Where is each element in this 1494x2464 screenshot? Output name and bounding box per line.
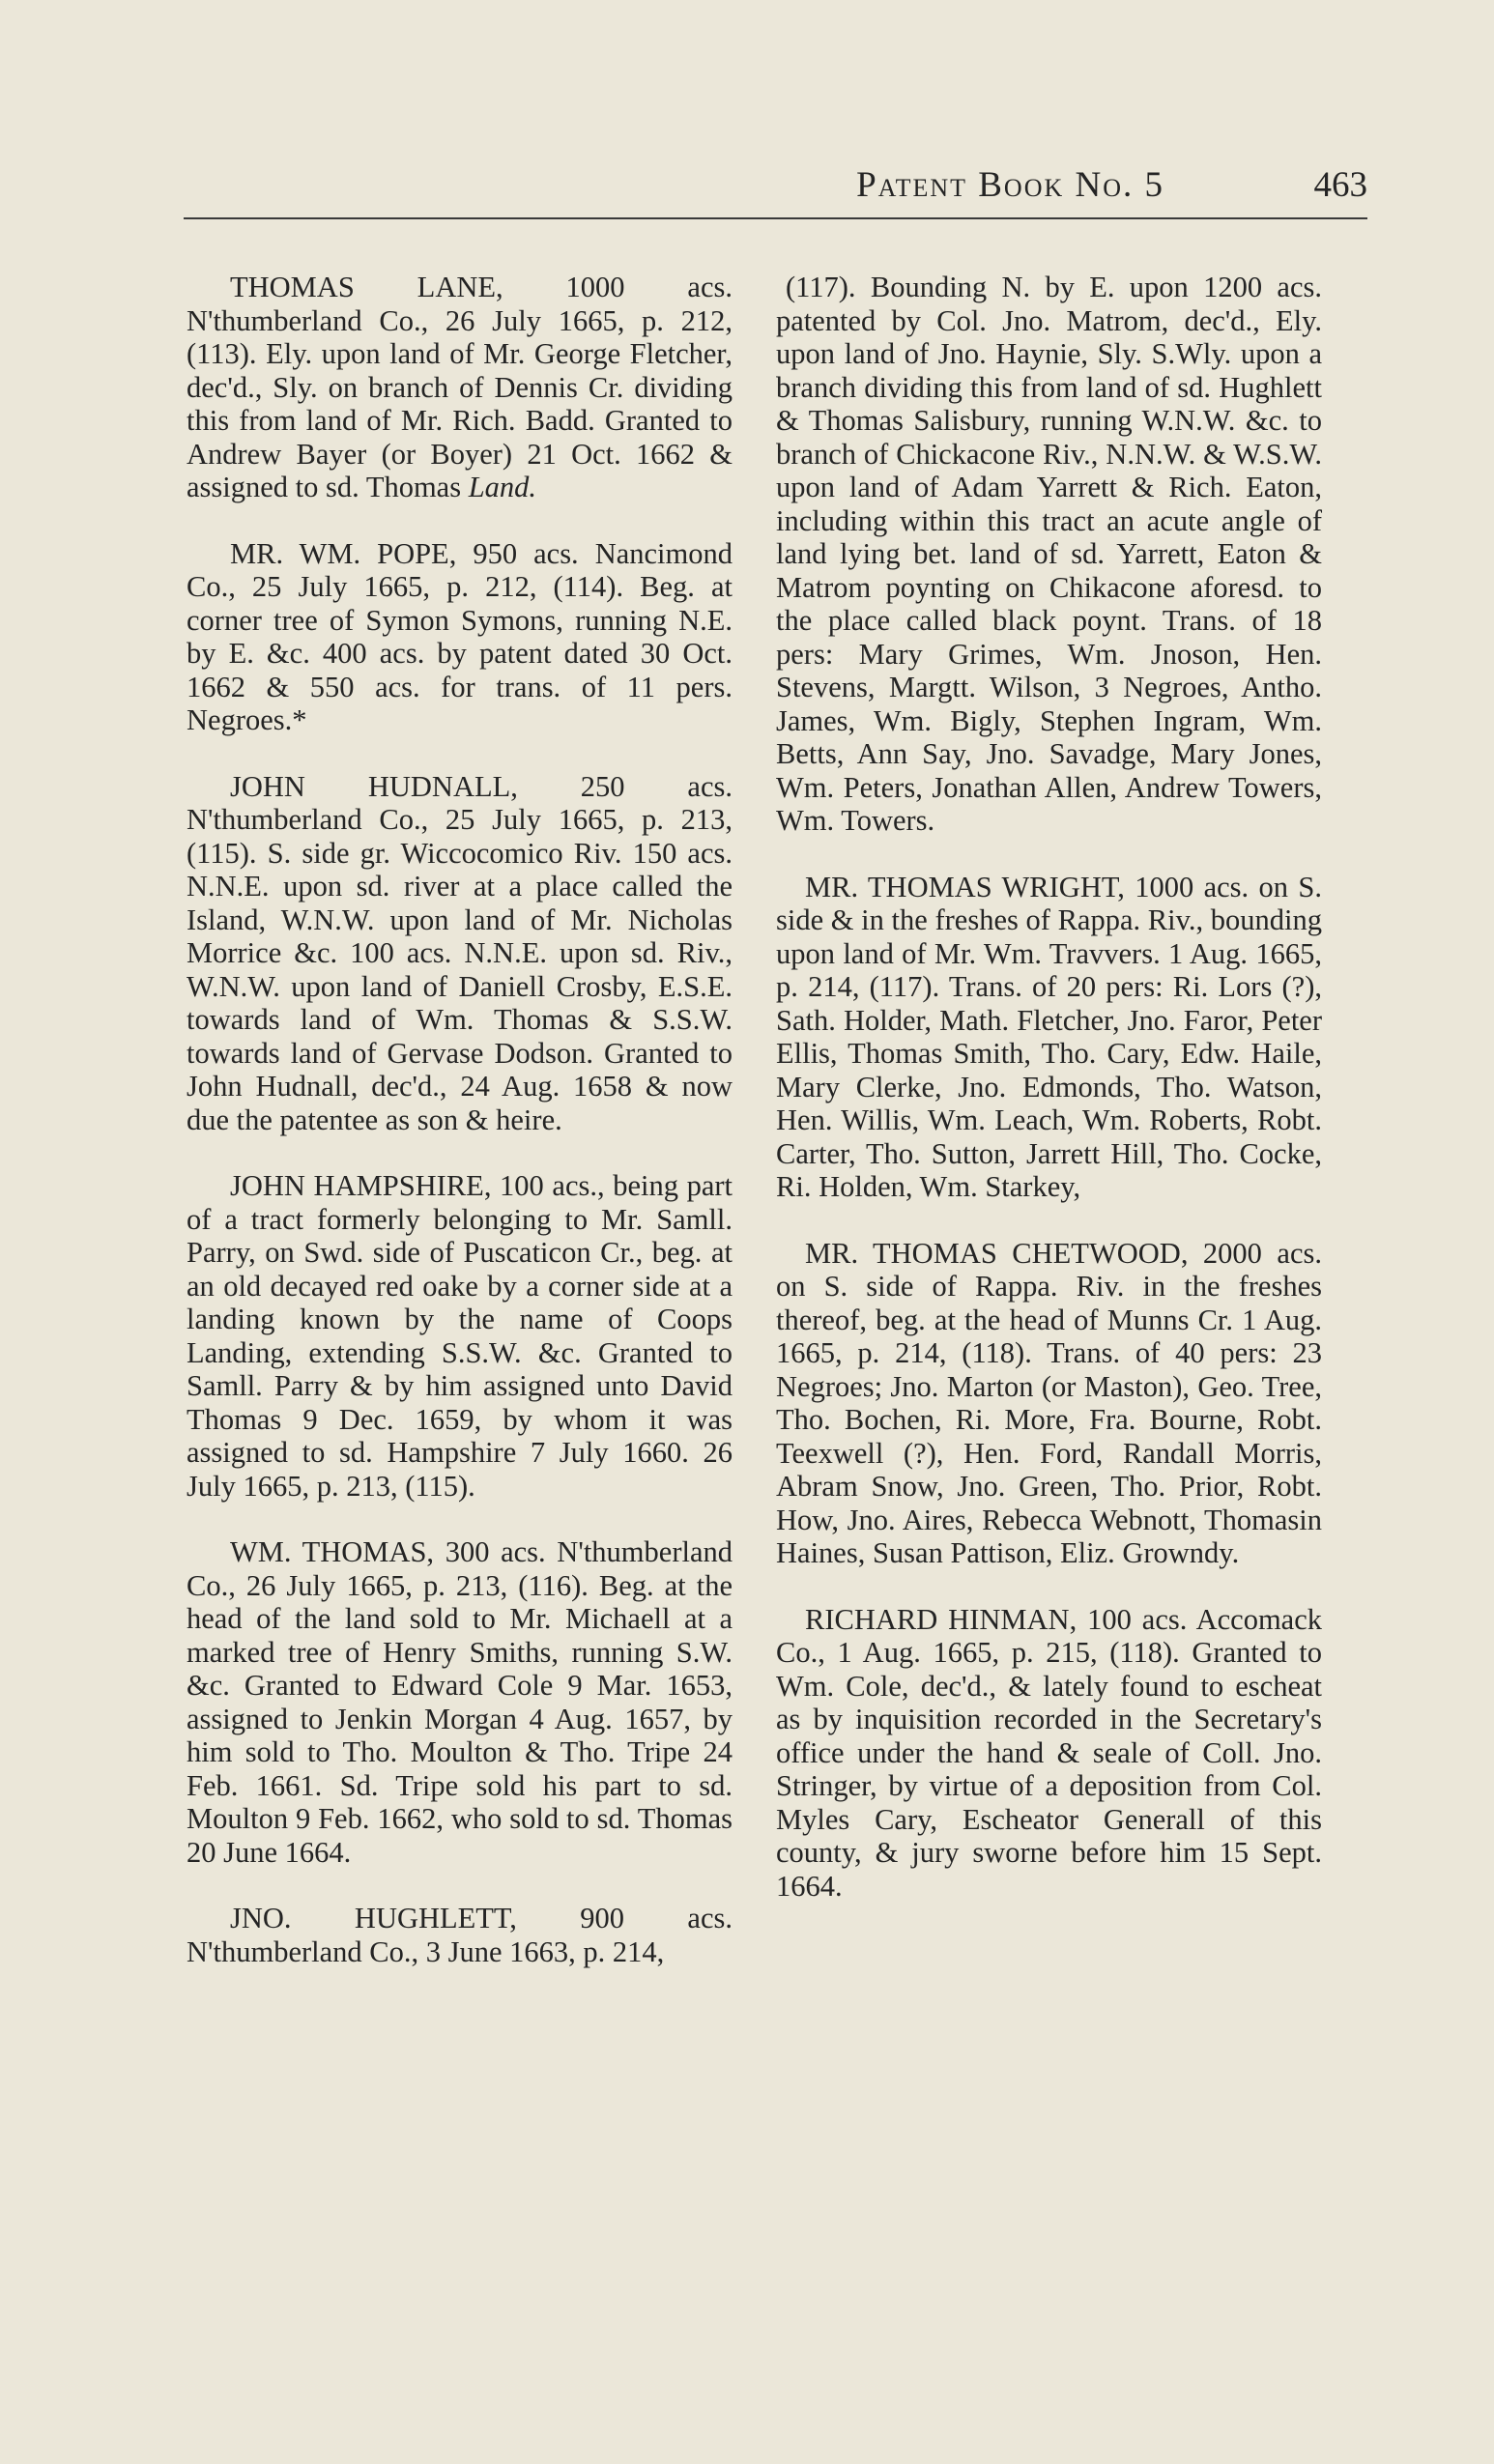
entry-heading: JOHN HAMPSHIRE bbox=[230, 1169, 484, 1202]
patent-entry bbox=[187, 537, 733, 737]
entry-body: , 2000 acs. on S. side of Rappa. Riv. in the freshes thereof, beg. at the head of Munns Cr. 1 Aug. 1665, p. 214, (118). Trans. of 40 pers: 23 Negroes; Jno. Marton (or Maston), Geo. Tree, Tho. Bochen, Ri. More, Fra. Bourne, Robt. Teexwell (?), Hen. Ford, Randall Morris, Abram Snow, Jno. Green, Tho. Prior, Robt. How, Jno. Aires, Rebecca Webnott, Thomasin Haines, Susan Pattison, Eliz. Growndy. bbox=[776, 1236, 1322, 1569]
book-title: Patent Book No. 5 bbox=[856, 165, 1164, 205]
page-number: 463 bbox=[1313, 165, 1367, 205]
entry-body: (117). Bounding N. by E. upon 1200 acs. patented by Col. Jno. Matrom, dec'd., Ely. upon land of Jno. Haynie, Sly. S.Wly. upon a branch dividing this from land of sd. Hughlett & Thomas Salisbury, running W.N.W. &c. to branch of Chickacone Riv., N.N.W. & W.S.W. upon land of Adam Yarrett & Rich. Eaton, including within this tract an acute angle of land lying bet. land of sd. Yarrett, Eaton & Matrom poynting on Chikacone aforesd. to the place called black poynt. Trans. of 18 pers: Mary Grimes, Wm. Jnoson, Hen. Stevens, Margtt. Wilson, 3 Negroes, Antho. James, Wm. Bigly, Stephen Ingram, Wm. Betts, Ann Say, Jno. Savadge, Mary Jones, Wm. Peters, Jonathan Allen, Andrew Towers, Wm. Towers. bbox=[776, 271, 1322, 837]
patent-entry bbox=[776, 1603, 1322, 1904]
entry-body: , 1000 acs. N'thumberland Co., 26 July 1665, p. 212, (113). Ely. upon land of Mr. George Fletcher, dec'd., Sly. on branch of Dennis Cr. dividing this from land of Mr. Rich. Badd. Granted to Andrew Bayer (or Boyer) 21 Oct. 1662 & assigned to sd. Thomas bbox=[187, 271, 733, 503]
entry-heading: MR. WM. POPE bbox=[230, 536, 449, 570]
entry-body: , 900 acs. N'thumberland Co., 3 June 1663, p. 214, bbox=[187, 1902, 733, 1968]
entry-italic-tail: Land. bbox=[468, 471, 537, 503]
right-column bbox=[776, 271, 1322, 1935]
entry-body: , 300 acs. N'thumberland Co., 26 July 1665, p. 213, (116). Beg. at the head of the land sold to Mr. Michaell at a marked tree of Henry Smiths, running S.W. &c. Granted to Edward Cole 9 Mar. 1653, assigned to Jenkin Morgan 4 Aug. 1657, by him sold to Tho. Moulton & Tho. Tripe 24 Feb. 1661. Sd. Tripe sold his part to sd. Moulton 9 Feb. 1662, who sold to sd. Thomas 20 June 1664. bbox=[187, 1535, 733, 1869]
patent-entry bbox=[187, 1169, 733, 1503]
patent-entry bbox=[187, 1902, 733, 1968]
patent-entry bbox=[187, 770, 733, 1137]
entry-body: , 1000 acs. on S. side & in the freshes of Rappa. Riv., bounding upon land of Mr. Wm. Travvers. 1 Aug. 1665, p. 214, (117). Trans. of 20 pers: Ri. Lors (?), Sath. Holder, Math. Fletcher, Jno. Faror, Peter Ellis, Thomas Smith, Tho. Cary, Edw. Haile, Mary Clerke, Jno. Edmonds, Tho. Watson, Hen. Willis, Wm. Leach, Wm. Roberts, Robt. Carter, Tho. Sutton, Jarrett Hill, Tho. Cocke, Ri. Holden, Wm. Starkey, bbox=[776, 870, 1322, 1203]
entry-heading: THOMAS LANE bbox=[230, 271, 497, 303]
entry-body: , 100 acs. Accomack Co., 1 Aug. 1665, p. 215, (118). Granted to Wm. Cole, dec'd., & lately found to escheat as by inquisition recorded in the Secretary's office under the hand & seale of Coll. Jno. Stringer, by virtue of a deposition from Col. Myles Cary, Escheator Generall of this county, & jury sworne before him 15 Sept. 1664. bbox=[776, 1602, 1322, 1903]
entry-heading: RICHARD HINMAN bbox=[805, 1602, 1070, 1636]
left-column bbox=[187, 271, 733, 2001]
patent-entry-continued bbox=[776, 271, 1322, 838]
entry-heading: JNO. HUGHLETT bbox=[230, 1902, 510, 1934]
entry-body: , 950 acs. Nancimond Co., 25 July 1665, p. 212, (114). Beg. at corner tree of Symon Symons, running N.E. by E. &c. 400 acs. by patent dated 30 Oct. 1662 & 550 acs. for trans. of 11 pers. Negroes.* bbox=[187, 536, 733, 736]
entry-body: , 100 acs., being part of a tract formerly belonging to Mr. Samll. Parry, on Swd. side of Puscaticon Cr., beg. at an old decayed red oake by a corner side at a landing known by the name of Coops Landing, extending S.S.W. &c. Granted to Samll. Parry & by him assigned unto David Thomas 9 Dec. 1659, by whom it was assigned to sd. Hampshire 7 July 1660. 26 July 1665, p. 213, (115). bbox=[187, 1169, 733, 1503]
patent-entry bbox=[187, 271, 733, 504]
patent-entry bbox=[776, 1237, 1322, 1570]
entry-body: , 250 acs. N'thumberland Co., 25 July 1665, p. 213, (115). S. side gr. Wiccocomico Riv. 150 acs. N.N.E. upon sd. river at a place called the Island, W.N.W. upon land of Mr. Nicholas Morrice &c. 100 acs. N.N.E. upon sd. Riv., W.N.W. upon land of Daniell Crosby, E.S.E. towards land of Wm. Thomas & S.S.W. towards land of Gervase Dodson. Granted to John Hudnall, dec'd., 24 Aug. 1658 & now due the patentee as son & heire. bbox=[187, 769, 733, 1136]
patent-entry bbox=[187, 1535, 733, 1869]
entry-heading: MR. THOMAS WRIGHT bbox=[805, 870, 1118, 903]
entry-heading: JOHN HUDNALL bbox=[230, 769, 511, 803]
entry-heading: MR. THOMAS CHETWOOD bbox=[805, 1236, 1181, 1270]
header-rule bbox=[184, 217, 1367, 219]
running-head bbox=[184, 164, 1367, 213]
patent-entry bbox=[776, 871, 1322, 1204]
entry-heading: WM. THOMAS bbox=[230, 1535, 427, 1568]
